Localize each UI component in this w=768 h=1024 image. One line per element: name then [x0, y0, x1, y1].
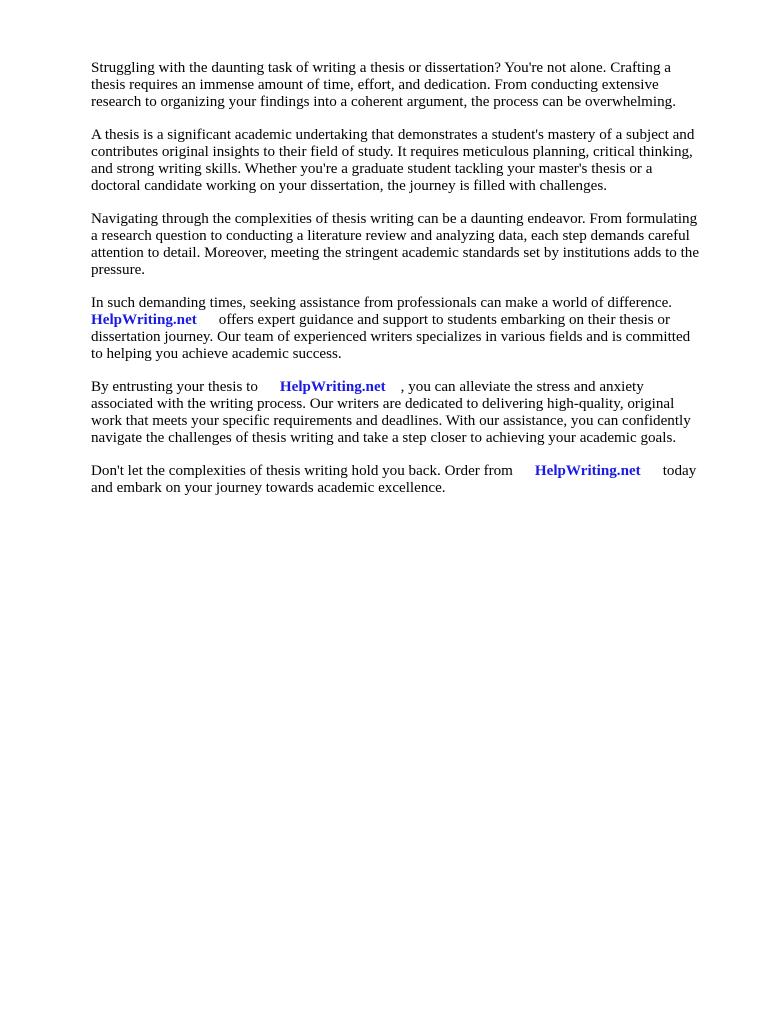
text-line: Struggling with the daunting task of writing a thesis or dissertation? You're not alone. Crafting a [91, 60, 671, 76]
text-line: Navigating through the complexities of thesis writing can be a daunting endeavor. From formulating [91, 211, 698, 227]
text-line [91, 312, 731, 329]
text-line [91, 379, 731, 396]
text-line: dissertation journey. Our team of experienced writers specializes in various fields and is committed [91, 329, 691, 345]
text-line: to helping you achieve academic success. [91, 346, 342, 362]
text-line: doctoral candidate working on your dissertation, the journey is filled with challenges. [91, 178, 607, 194]
paragraph-entrusting [91, 379, 731, 447]
text-line: and embark on your journey towards academic excellence. [91, 480, 446, 496]
text-segment: , you can alleviate the stress and anxiety [400, 379, 644, 395]
paragraph-call-to-action [91, 463, 731, 497]
helpwriting-link[interactable]: HelpWriting.net [279, 379, 386, 395]
text-line: A thesis is a significant academic undertaking that demonstrates a student's mastery of a subject and [91, 127, 695, 143]
text-line: attention to detail. Moreover, meeting the stringent academic standards set by institutions adds to the [91, 245, 700, 261]
text-line: pressure. [91, 262, 146, 278]
paragraph-assistance [91, 295, 731, 363]
helpwriting-link[interactable]: HelpWriting.net [534, 463, 641, 479]
text-segment: By entrusting your thesis to [91, 379, 258, 395]
text-segment: offers expert guidance and support to students embarking on their thesis or [218, 312, 670, 328]
text-line: thesis requires an immense amount of time, effort, and dedication. From conducting extensive [91, 77, 659, 93]
paragraph-complexities [91, 211, 731, 279]
paragraph-thesis-definition [91, 127, 731, 195]
text-line: research to organizing your findings into a coherent argument, the process can be overwhelming. [91, 94, 676, 110]
text-line [91, 463, 731, 480]
document-body [91, 60, 731, 513]
text-line: associated with the writing process. Our writers are dedicated to delivering high-quality, original [91, 396, 675, 412]
text-segment: today [662, 463, 697, 479]
text-line: and strong writing skills. Whether you're a graduate student tackling your master's thesis or a [91, 161, 653, 177]
helpwriting-link[interactable]: HelpWriting.net [91, 312, 197, 328]
text-line: In such demanding times, seeking assistance from professionals can make a world of difference. [91, 295, 673, 311]
text-line: navigate the challenges of thesis writing and take a step closer to achieving your academic goals. [91, 430, 677, 446]
text-line: work that meets your specific requirements and deadlines. With our assistance, you can confidently [91, 413, 691, 429]
text-line: a research question to conducting a literature review and analyzing data, each step demands careful [91, 228, 690, 244]
paragraph-intro [91, 60, 731, 111]
text-line: contributes original insights to their field of study. It requires meticulous planning, critical thinking, [91, 144, 693, 160]
text-segment: Don't let the complexities of thesis writing hold you back. Order from [91, 463, 513, 479]
